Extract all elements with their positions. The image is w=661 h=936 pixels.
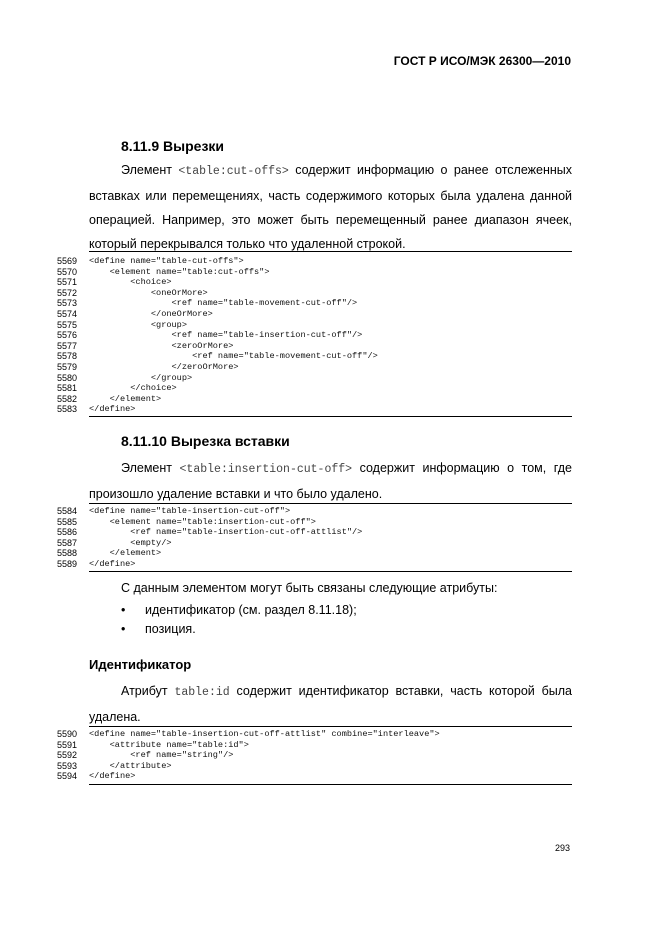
code-text: <empty/> — [89, 537, 172, 548]
line-number: 5573 — [57, 298, 78, 309]
line-number: 5578 — [57, 351, 78, 362]
code-line — [57, 740, 577, 751]
code-bottom-rule — [89, 416, 572, 417]
code-line — [57, 373, 577, 384]
code-text: </attribute> — [89, 760, 172, 771]
code-line — [57, 256, 577, 267]
bullet-text: идентификатор (см. раздел 8.11.18); — [145, 603, 357, 617]
para-text: содержит информацию о ранее отслеженных вставках или перемещениях, часть содержимого которых была удалена данной операцией. Например, это может быть перемещенный ранее диапазон ячеек, который перекрывался только что удаленной строкой. — [89, 163, 572, 251]
code-inline: <table:cut-offs> — [178, 165, 289, 178]
code-inline: <table:insertion-cut-off> — [179, 463, 353, 476]
code-text: <define name="table-insertion-cut-off"> — [89, 506, 291, 516]
code-text: </define> — [89, 558, 136, 569]
code-line — [57, 351, 577, 362]
line-number: 5580 — [57, 372, 78, 383]
code-line — [57, 383, 577, 394]
code-line — [57, 330, 577, 341]
line-number: 5569 — [57, 256, 78, 266]
bullet-dot: • — [121, 603, 126, 617]
line-number: 5593 — [57, 760, 78, 771]
code-line — [57, 288, 577, 299]
bullet-item — [121, 622, 196, 636]
line-number: 5575 — [57, 319, 78, 330]
line-number: 5591 — [57, 739, 78, 750]
code-line — [57, 362, 577, 373]
document-header: ГОСТ Р ИСО/МЭК 26300—2010 — [393, 54, 571, 68]
code-listing-cut-offs — [57, 256, 577, 415]
line-number: 5587 — [57, 537, 78, 548]
bullet-item — [121, 603, 357, 617]
line-number: 5579 — [57, 361, 78, 372]
attributes-intro: С данным элементом могут быть связаны следующие атрибуты: — [121, 581, 498, 595]
code-line — [57, 404, 577, 415]
line-number: 5585 — [57, 516, 78, 527]
code-line — [57, 298, 577, 309]
code-text: </choice> — [89, 383, 177, 394]
insertion-cut-off-paragraph — [89, 456, 572, 506]
line-number: 5572 — [57, 287, 78, 298]
code-bottom-rule — [89, 784, 572, 785]
code-line — [57, 559, 577, 570]
subheading-identifier: Идентификатор — [89, 657, 192, 672]
code-inline: table:id — [174, 686, 230, 699]
code-line — [57, 548, 577, 559]
code-text: </define> — [89, 404, 136, 415]
bullet-text: позиция. — [145, 622, 196, 636]
line-number: 5588 — [57, 548, 78, 559]
line-number: 5574 — [57, 308, 78, 319]
line-number: 5583 — [57, 404, 78, 415]
code-line — [57, 750, 577, 761]
identifier-paragraph — [89, 679, 572, 729]
code-text: <ref name="string"/> — [89, 750, 234, 761]
code-line — [57, 309, 577, 320]
line-number: 5576 — [57, 330, 78, 341]
code-text: <attribute name="table:id"> — [89, 739, 249, 750]
code-text: <ref name="table-insertion-cut-off"/> — [89, 330, 363, 341]
code-text: </element> — [89, 393, 162, 404]
para-text: Элемент — [121, 163, 179, 177]
code-text: <ref name="table-movement-cut-off"/> — [89, 298, 358, 309]
para-text: содержит идентификатор вставки, часть которой была удалена. — [89, 684, 572, 724]
code-listing-insertion-cut-off — [57, 506, 577, 570]
code-text: </zeroOrMore> — [89, 361, 239, 372]
code-text: <oneOrMore> — [89, 287, 208, 298]
code-text: <define name="table-insertion-cut-off-attlist" combine="interleave"> — [89, 729, 440, 739]
code-top-rule — [89, 503, 572, 504]
section-heading-insertion-cut-off: 8.11.10 Вырезка вставки — [121, 433, 290, 449]
code-line — [57, 506, 577, 517]
code-line — [57, 394, 577, 405]
code-text: </define> — [89, 771, 136, 782]
line-number: 5589 — [57, 558, 78, 569]
code-line — [57, 771, 577, 782]
code-line — [57, 320, 577, 331]
line-number: 5582 — [57, 393, 78, 404]
code-line — [57, 277, 577, 288]
code-top-rule — [89, 726, 572, 727]
code-text: <zeroOrMore> — [89, 340, 234, 351]
para-text: содержит информацию о том, где произошло удаление вставки и что было удалено. — [89, 461, 572, 501]
code-line — [57, 527, 577, 538]
code-top-rule — [89, 251, 572, 252]
line-number: 5590 — [57, 729, 78, 739]
line-number: 5594 — [57, 771, 78, 782]
bullet-dot: • — [121, 622, 126, 636]
code-text: <group> — [89, 319, 187, 330]
code-line — [57, 729, 577, 740]
line-number: 5581 — [57, 383, 78, 394]
line-number: 5570 — [57, 266, 78, 277]
code-line — [57, 761, 577, 772]
code-line — [57, 517, 577, 528]
line-number: 5577 — [57, 340, 78, 351]
code-text: <choice> — [89, 277, 172, 288]
cut-offs-paragraph — [89, 158, 572, 256]
code-text: </group> — [89, 372, 193, 383]
code-text: </oneOrMore> — [89, 308, 213, 319]
line-number: 5584 — [57, 506, 78, 516]
code-bottom-rule — [89, 571, 572, 572]
code-text: </element> — [89, 548, 162, 559]
code-text: <ref name="table-insertion-cut-off-attlist"/> — [89, 527, 363, 538]
section-heading-cut-offs: 8.11.9 Вырезки — [121, 138, 225, 154]
line-number: 5571 — [57, 277, 78, 288]
line-number: 5592 — [57, 750, 78, 761]
code-text: <element name="table:insertion-cut-off"> — [89, 516, 316, 527]
page-number: 293 — [554, 843, 570, 853]
code-text: <ref name="table-movement-cut-off"/> — [89, 351, 378, 362]
line-number: 5586 — [57, 527, 78, 538]
para-text: Элемент — [121, 461, 180, 475]
code-line — [57, 267, 577, 278]
code-text: <define name="table-cut-offs"> — [89, 256, 244, 266]
code-listing-identifier — [57, 729, 577, 782]
para-text: Атрибут — [121, 684, 175, 698]
code-line — [57, 538, 577, 549]
code-text: <element name="table:cut-offs"> — [89, 266, 270, 277]
code-line — [57, 341, 577, 352]
